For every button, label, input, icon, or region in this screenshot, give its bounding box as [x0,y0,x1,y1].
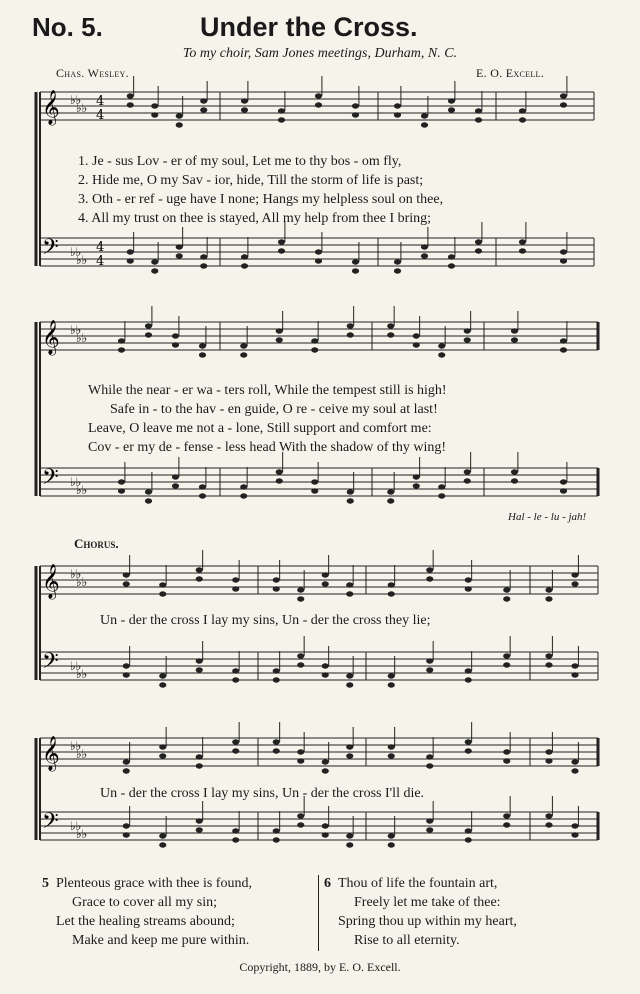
verse6-line: Thou of life the fountain art, [338,876,498,891]
bass-note [421,253,428,258]
bass-note [438,484,445,489]
treble-note [465,739,472,744]
verse1-line2: While the near - er wa - ters roll, While the tempest still is high! [88,383,447,398]
treble-note [123,759,130,764]
bass-note [560,258,567,263]
treble-note [172,333,179,338]
treble-note [388,753,395,758]
treble-note [413,333,420,338]
bass-note [465,837,472,842]
key-signature: ♭♭ [76,827,88,841]
treble-note [322,768,329,773]
treble-note [241,107,248,112]
verse4-line1: 4. All my trust on thee is stayed, All my help from thee I bring; [78,211,432,226]
treble-note [560,93,567,98]
bass-note [123,672,130,677]
bass-note [545,662,552,667]
time-signature: 4 [96,108,105,123]
bass-note [123,832,130,837]
treble-note [176,113,183,118]
bass-note [315,249,322,254]
bass-note [347,498,354,503]
bass-note [240,484,247,489]
treble-note [346,582,353,587]
bass-note [196,667,203,672]
key-signature: ♭♭ [70,323,82,337]
bass-note [123,823,130,828]
treble-note [426,763,433,768]
bass-note [232,828,239,833]
chorus-lyrics-2: Un - der the cross I lay my sins, Un - der the cross I'll die. [100,786,425,801]
bass-note [465,668,472,673]
bass-note [545,822,552,827]
bass-note [503,822,510,827]
treble-note [388,591,395,596]
verse6 [324,874,517,950]
bass-note [571,663,578,668]
bass-note [394,259,401,264]
treble-note [159,582,166,587]
treble-note [159,591,166,596]
verse5-line: Grace to cover all my sin; [72,895,218,910]
bass-note [511,469,518,474]
treble-note [297,587,304,592]
bass-note [297,822,304,827]
treble-note [413,342,420,347]
verse2-line1: 2. Hide me, O my Sav - ior, hide, Till the storm of life is past; [78,173,424,188]
treble-note [273,748,280,753]
treble-note [560,102,567,107]
treble-note [503,758,510,763]
treble-note [511,337,518,342]
treble-note [352,103,359,108]
treble-note [421,122,428,127]
key-signature: ♭♭ [76,667,88,681]
treble-note [123,581,130,586]
treble-note [465,577,472,582]
treble-note [297,758,304,763]
verse5-line: Let the healing streams abound; [56,914,235,929]
treble-note [545,749,552,754]
bass-note [145,498,152,503]
treble-note [199,343,206,348]
hymn-title: Under the Cross. [200,12,418,42]
treble-note [127,102,134,107]
treble-note [311,338,318,343]
bass-note [273,837,280,842]
bass-note [278,248,285,253]
bass-clef: 𝄢 [42,235,59,265]
bass-note [387,489,394,494]
bass-note [426,827,433,832]
key-signature: ♭♭ [76,483,88,497]
bass-note [560,488,567,493]
bass-note [151,268,158,273]
treble-note [387,332,394,337]
treble-note [503,596,510,601]
treble-note [438,352,445,357]
bass-note [475,248,482,253]
treble-note [159,753,166,758]
bass-note [196,827,203,832]
bass-note [388,682,395,687]
bass-note [322,832,329,837]
key-signature: ♭♭ [76,331,88,345]
verse3-line1: 3. Oth - er ref - uge have I none; Hangs my helpless soul on thee, [78,192,444,207]
bass-note [545,653,552,658]
bass-note [519,239,526,244]
verse4-line2: Cov - er my de - fense - less head With the shadow of thy wing! [88,440,447,455]
treble-note [519,117,526,122]
treble-clef: 𝄞 [42,736,60,771]
treble-note [241,98,248,103]
treble-note [560,338,567,343]
treble-note [464,328,471,333]
treble-note [123,768,130,773]
bass-note [232,837,239,842]
treble-note [448,107,455,112]
key-signature: ♭♭ [76,747,88,761]
bass-note [297,813,304,818]
treble-note [465,586,472,591]
bass-note [421,244,428,249]
bass-note [176,253,183,258]
bass-note [465,828,472,833]
key-signature: ♭♭ [70,819,82,833]
bass-note [503,662,510,667]
treble-note [346,591,353,596]
treble-note [232,748,239,753]
verse5-line: Make and keep me pure within. [72,933,250,948]
treble-note [151,103,158,108]
treble-clef: 𝄞 [42,90,60,125]
treble-note [511,328,518,333]
treble-note [196,567,203,572]
treble-note [571,581,578,586]
bass-note [196,818,203,823]
composer-credit: E. O. Excell. [476,66,544,80]
verse5-number: 5 [42,876,49,891]
bass-note [199,493,206,498]
treble-note [196,763,203,768]
treble-note [519,108,526,113]
treble-note [200,107,207,112]
treble-note [172,342,179,347]
bass-note [199,484,206,489]
treble-clef: 𝄞 [42,564,60,599]
bass-note [232,677,239,682]
treble-note [273,577,280,582]
treble-note [426,576,433,581]
verse5-line: Plenteous grace with thee is found, [56,876,252,891]
time-signature: 4 [96,240,105,255]
treble-note [232,577,239,582]
treble-note [276,337,283,342]
key-signature: ♭♭ [76,253,88,267]
bass-note [413,474,420,479]
bass-note [388,833,395,838]
bass-note [200,263,207,268]
bass-note [127,249,134,254]
bass-note [388,673,395,678]
key-signature: ♭♭ [70,93,82,107]
bass-note [448,263,455,268]
treble-clef: 𝄞 [42,320,60,355]
system2-lyrics [88,381,447,457]
bass-note [346,833,353,838]
bass-note [241,254,248,259]
time-signature: 4 [96,94,105,109]
treble-note [315,102,322,107]
bass-note [278,239,285,244]
bass-note [426,818,433,823]
bass-note [503,653,510,658]
treble-note [322,581,329,586]
copyright: Copyright, 1889, by E. O. Excell. [239,960,401,974]
treble-note [560,347,567,352]
treble-note [176,122,183,127]
treble-note [503,587,510,592]
treble-note [388,744,395,749]
bass-note [276,478,283,483]
bass-note [273,668,280,673]
bass-note [322,672,329,677]
lyricist-credit: Chas. Wesley. [56,66,129,80]
bass-note [273,828,280,833]
bass-clef: 𝄢 [42,809,59,839]
treble-note [571,572,578,577]
treble-note [145,323,152,328]
bass-note [118,479,125,484]
treble-note [465,748,472,753]
bass-clef: 𝄢 [42,649,59,679]
treble-note [151,112,158,117]
bass-note [352,259,359,264]
bass-note [475,239,482,244]
verse1-line1: 1. Je - sus Lov - er of my soul, Let me to thy bos - om fly, [78,154,402,169]
bass-note [311,479,318,484]
bass-note [465,677,472,682]
treble-note [426,567,433,572]
bass-note [273,677,280,682]
bass-note [571,832,578,837]
treble-note [240,343,247,348]
treble-note [426,754,433,759]
time-signature: 4 [96,254,105,269]
treble-note [438,343,445,348]
bass-note [346,682,353,687]
bass-note [276,469,283,474]
bass-note [172,483,179,488]
treble-note [297,596,304,601]
treble-note [322,759,329,764]
treble-note [276,328,283,333]
bass-note [145,489,152,494]
bass-note [315,258,322,263]
treble-note [347,323,354,328]
bass-note [118,488,125,493]
bass-note [560,249,567,254]
key-signature: ♭♭ [70,659,82,673]
treble-note [352,112,359,117]
hymn-number: No. 5. [32,12,103,42]
treble-note [448,98,455,103]
treble-note [475,117,482,122]
bass-note [438,493,445,498]
treble-note [503,749,510,754]
key-signature: ♭♭ [76,575,88,589]
bass-note [322,823,329,828]
verse6-line: Spring thou up within my heart, [338,914,517,929]
treble-note [196,754,203,759]
verse6-line: Rise to all eternity. [354,933,460,948]
bass-note [511,478,518,483]
verse6-number: 6 [324,876,331,891]
bass-note [560,479,567,484]
system1-lyrics [78,152,443,228]
bass-note [464,469,471,474]
bass-note [159,842,166,847]
bass-note [123,663,130,668]
bass-clef: 𝄢 [42,465,59,495]
treble-note [346,753,353,758]
key-signature: ♭♭ [70,567,82,581]
bass-note [196,658,203,663]
treble-note [118,347,125,352]
treble-note [123,572,130,577]
treble-note [545,596,552,601]
bass-note [503,813,510,818]
treble-note [118,338,125,343]
bass-note [426,658,433,663]
treble-note [240,352,247,357]
chorus-lyrics-1: Un - der the cross I lay my sins, Un - der the cross they lie; [100,613,431,628]
treble-note [145,332,152,337]
bass-note [151,259,158,264]
treble-note [278,117,285,122]
bass-note [172,474,179,479]
bass-note [346,673,353,678]
treble-note [200,98,207,103]
treble-note [297,749,304,754]
bass-note [519,248,526,253]
bass-note [352,268,359,273]
bass-note [394,268,401,273]
bass-note [127,258,134,263]
treble-note [545,587,552,592]
bass-note [297,662,304,667]
treble-note [311,347,318,352]
treble-note [232,739,239,744]
bass-note [297,653,304,658]
bass-note [426,667,433,672]
bass-note [545,813,552,818]
bass-note [413,483,420,488]
bass-note [322,663,329,668]
treble-note [273,739,280,744]
bass-note [464,478,471,483]
treble-note [127,93,134,98]
treble-note [394,112,401,117]
bass-note [159,833,166,838]
treble-note [387,323,394,328]
verse2-line2: Safe in - to the hav - en guide, O re - ceive my soul at last! [110,402,438,417]
bass-note [311,488,318,493]
treble-note [315,93,322,98]
treble-note [394,103,401,108]
bass-note [388,842,395,847]
treble-note [196,576,203,581]
chorus-label: Chorus. [74,536,119,551]
bass-note [159,682,166,687]
treble-note [571,759,578,764]
key-signature: ♭♭ [76,101,88,115]
bass-note [240,493,247,498]
verse6-line: Freely let me take of thee: [354,895,501,910]
treble-note [388,582,395,587]
treble-note [464,337,471,342]
treble-note [347,332,354,337]
column-divider [318,875,319,951]
treble-note [421,113,428,118]
bass-note [347,489,354,494]
bass-note [200,254,207,259]
bass-note [571,823,578,828]
treble-note [273,586,280,591]
dedication: To my choir, Sam Jones meetings, Durham, N. C. [182,46,458,61]
treble-note [346,744,353,749]
treble-note [322,572,329,577]
key-signature: ♭♭ [70,739,82,753]
bass-note [346,842,353,847]
treble-note [199,352,206,357]
treble-note [278,108,285,113]
bass-note [241,263,248,268]
treble-note [159,744,166,749]
treble-note [571,768,578,773]
bass-note [387,498,394,503]
key-signature: ♭♭ [70,245,82,259]
verse3-line2: Leave, O leave me not a - lone, Still support and comfort me: [88,421,432,436]
verse5 [42,874,252,950]
bass-note [159,673,166,678]
bass-note [448,254,455,259]
key-signature: ♭♭ [70,475,82,489]
treble-note [545,758,552,763]
hallelujah-text: Hal - le - lu - jah! [508,511,587,523]
treble-note [475,108,482,113]
treble-note [232,586,239,591]
bass-note [232,668,239,673]
bass-note [571,672,578,677]
bass-note [176,244,183,249]
